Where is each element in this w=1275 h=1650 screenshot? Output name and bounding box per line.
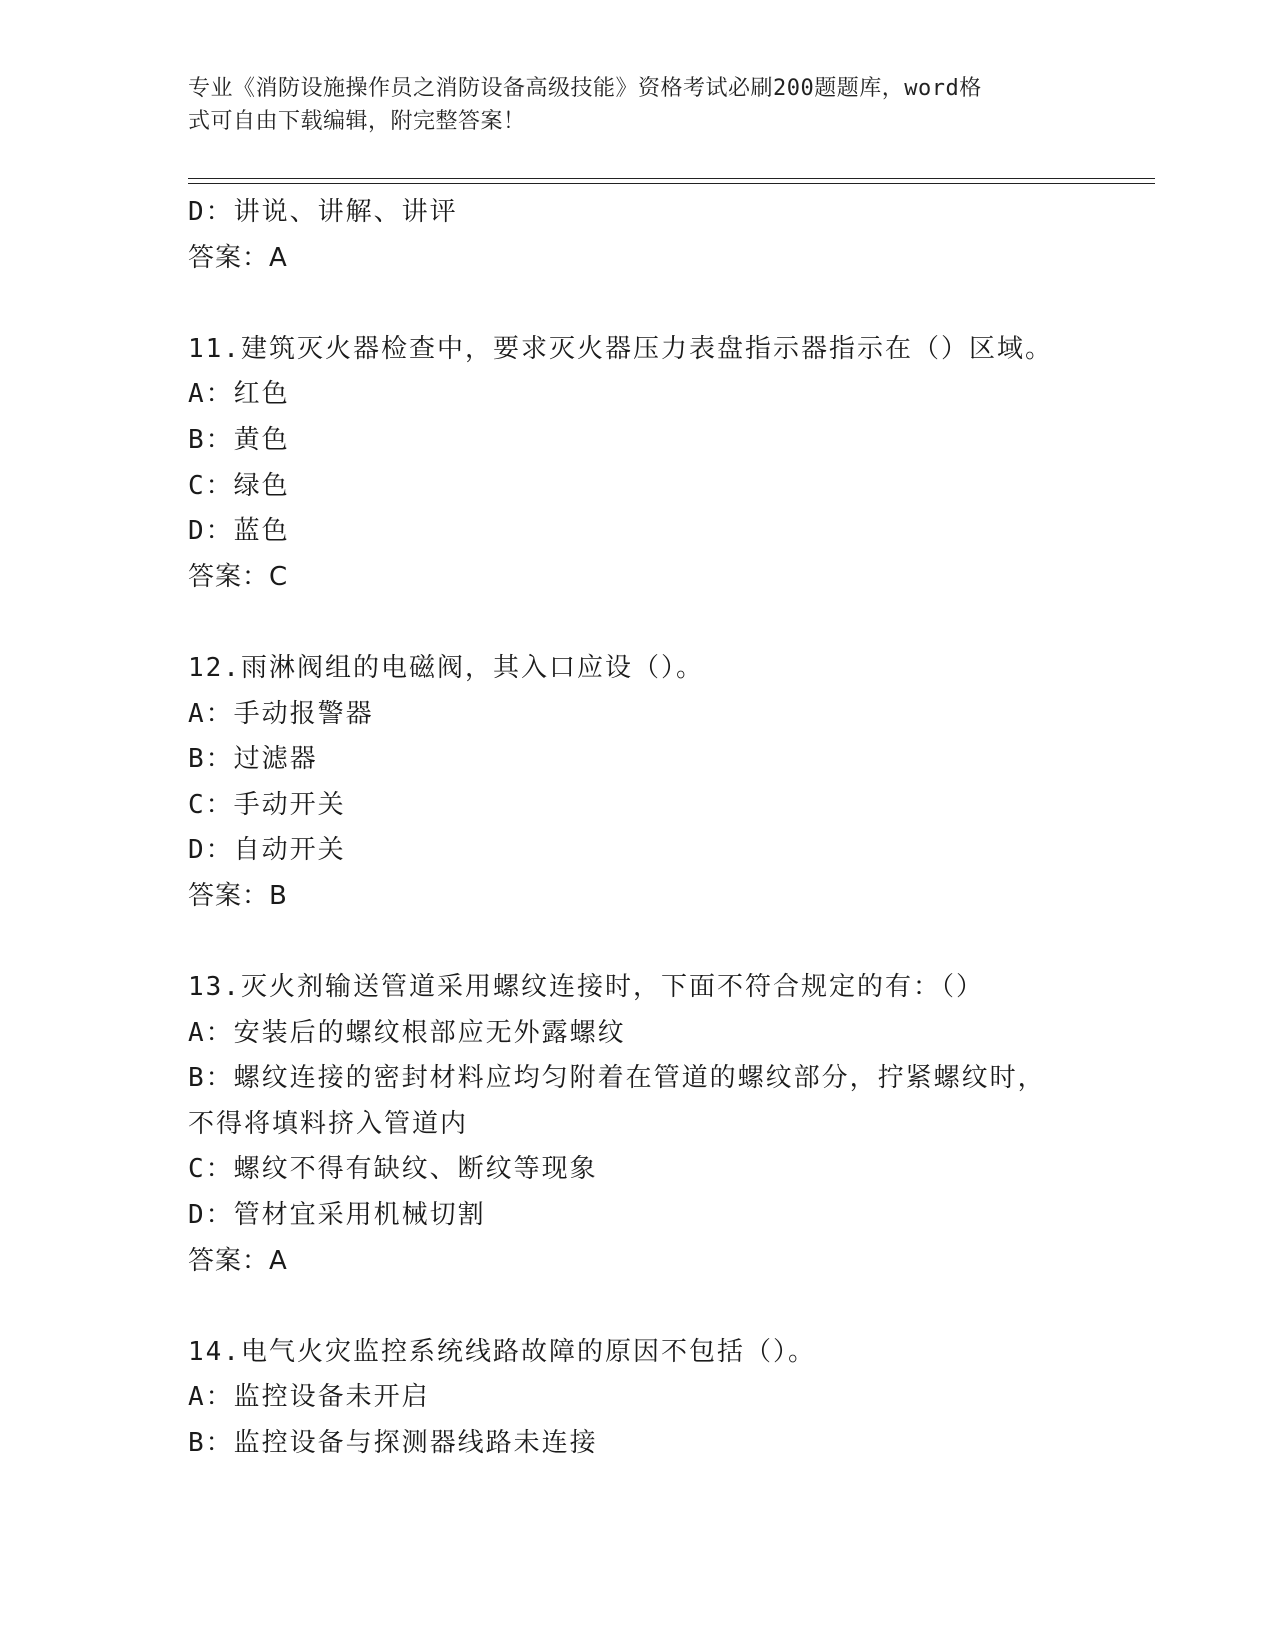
header-line-2: 式可自由下载编辑，附完整答案！ [188,109,526,134]
question-stem: 14.电气火灾监控系统线路故障的原因不包括（）。 [188,1336,816,1367]
option-b: B：过滤器 [188,744,318,775]
question-11 [188,327,1088,601]
question-stem: 13.灭火剂输送管道采用螺纹连接时，下面不符合规定的有：（） [188,972,984,1003]
header-line-1: 专业《消防设施操作员之消防设备高级技能》资格考试必刷200题题库，word格 [188,76,982,101]
question-stem: 11.建筑灭火器检查中，要求灭火器压力表盘指示器指示在（）区域。 [188,333,1053,364]
header-divider-top [188,178,1155,179]
spacer [188,281,1088,327]
option-d: D：管材宜采用机械切割 [188,1200,486,1231]
option-b: B：黄色 [188,424,290,455]
spacer [188,920,1088,966]
option-a: A：红色 [188,379,290,410]
option-d: D：讲说、讲解、讲评 [188,197,458,227]
answer: 答案：B [188,880,288,911]
option-a: A：安装后的螺纹根部应无外露螺纹 [188,1017,626,1048]
question-content [188,190,1088,1467]
answer: 答案：A [188,1245,288,1276]
option-b: B：螺纹连接的密封材料应均匀附着在管道的螺纹部分，拧紧螺纹时， [188,1063,1046,1094]
document-header [188,72,1068,138]
answer: 答案：A [188,242,288,273]
spacer [188,1284,1088,1330]
question-13 [188,965,1088,1284]
question-12 [188,646,1088,920]
option-c: C：手动开关 [188,789,346,820]
option-a: A：手动报警器 [188,698,374,729]
question-14 [188,1330,1088,1467]
option-d: D：蓝色 [188,516,290,547]
option-b-continued: 不得将填料挤入管道内 [188,1108,469,1139]
question-stem: 12.雨淋阀组的电磁阀，其入口应设（）。 [188,652,704,683]
option-d: D：自动开关 [188,835,346,866]
header-divider-bottom [188,183,1155,184]
option-a: A：监控设备未开启 [188,1382,430,1413]
option-b: B：监控设备与探测器线路未连接 [188,1428,598,1459]
answer: 答案：C [188,561,289,592]
spacer [188,600,1088,646]
option-c: C：螺纹不得有缺纹、断纹等现象 [188,1154,598,1185]
option-c: C：绿色 [188,470,290,501]
